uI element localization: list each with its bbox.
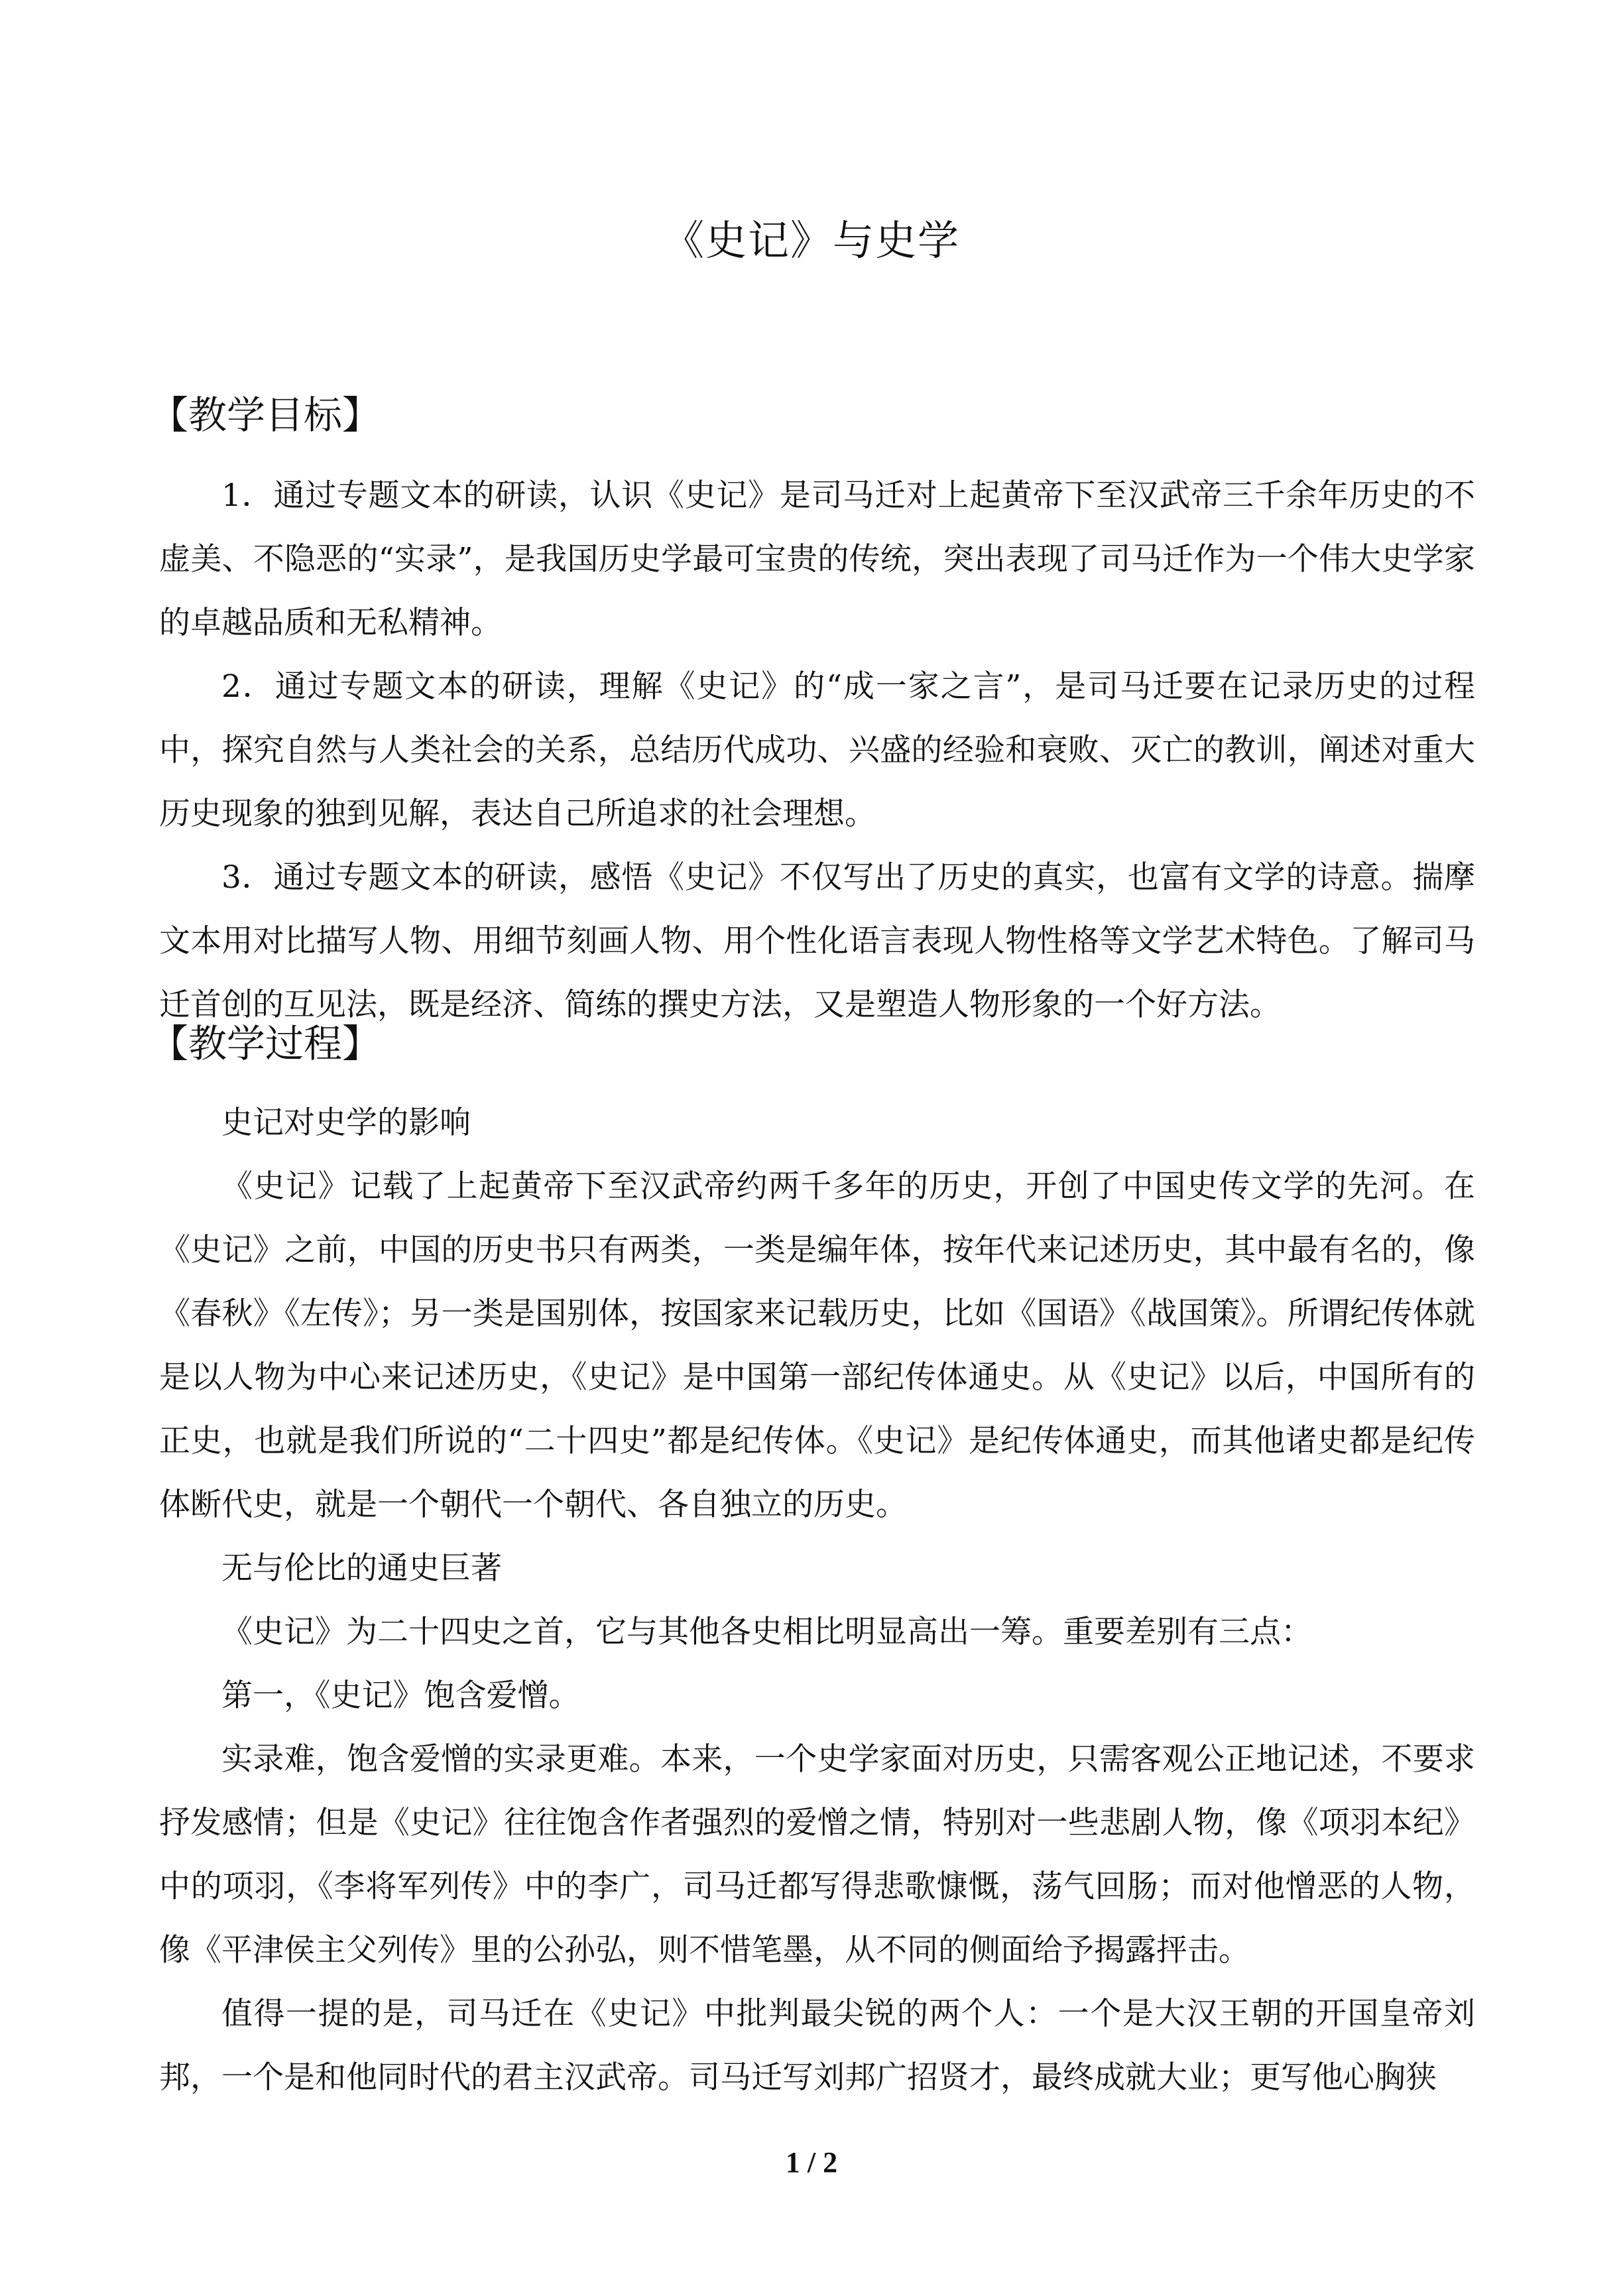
teaching-goals-body xyxy=(159,464,1475,1037)
section-heading-teaching-goals: 【教学目标】 xyxy=(150,393,381,438)
page-title: 《史记》与史学 xyxy=(662,216,960,265)
process-paragraph: 第一，《史记》饱含爱憎。 xyxy=(221,1677,580,1714)
section-heading-teaching-process: 【教学过程】 xyxy=(150,1021,381,1066)
process-paragraph: 《史记》为二十四史之首，它与其他各史相比明显高出一筹。重要差别有三点： xyxy=(221,1614,1312,1650)
goal-paragraph-3: 3．通过专题文本的研读，感悟《史记》不仅写出了历史的真实，也富有文学的诗意。揣摩文本用对比描写人物、用细节刻画人物、用个性化语言表现人物性格等文学艺术特色。了解司马迁首创的互见法，既是经济、简练的撰史方法，又是塑造人物形象的一个好方法。 xyxy=(159,859,1475,1023)
process-paragraph: 实录难，饱含爱憎的实录更难。本来，一个史学家面对历史，只需客观公正地记述，不要求抒发感情；但是《史记》往往饱含作者强烈的爱憎之情，特别对一些悲剧人物，像《项羽本纪》中的项羽，《李将军列传》中的李广，司马迁都写得悲歌慷慨，荡气回肠；而对他憎恶的人物，像《平津侯主父列传》里的公孙弘，则不惜笔墨，从不同的侧面给予揭露抨击。 xyxy=(159,1741,1475,1968)
goal-paragraph-1: 1．通过专题文本的研读，认识《史记》是司马迁对上起黄帝下至汉武帝三千余年历史的不虚美、不隐恶的“实录”，是我国历史学最可宝贵的传统，突出表现了司马迁作为一个伟大史学家的卓越品质和无私精神。 xyxy=(159,477,1475,641)
process-paragraph: 值得一提的是，司马迁在《史记》中批判最尖锐的两个人：一个是大汉王朝的开国皇帝刘邦，一个是和他同时代的君主汉武帝。司马迁写刘邦广招贤才，最终成就大业；更写他心胸狭 xyxy=(159,1996,1475,2096)
subheading-influence: 史记对史学的影响 xyxy=(221,1105,471,1141)
process-paragraph: 《史记》记载了上起黄帝下至汉武帝约两千多年的历史，开创了中国史传文学的先河。在《史记》之前，中国的历史书只有两类，一类是编年体，按年代来记述历史，其中最有名的，像《春秋》《左传》；另一类是国别体，按国家来记载历史，比如《国语》《战国策》。所谓纪传体就是以人物为中心来记述历史，《史记》是中国第一部纪传体通史。从《史记》以后，中国所有的正史，也就是我们所说的“二十四史”都是纪传体。《史记》是纪传体通史，而其他诸史都是纪传体断代史，就是一个朝代一个朝代、各自独立的历史。 xyxy=(159,1168,1475,1523)
page-number: 1 / 2 xyxy=(785,2146,838,2179)
teaching-process-body xyxy=(159,1091,1475,2110)
goal-paragraph-2: 2．通过专题文本的研读，理解《史记》的“成一家之言”，是司马迁要在记录历史的过程中，探究自然与人类社会的关系，总结历代成功、兴盛的经验和衰败、灭亡的教训，阐述对重大历史现象的独到见解，表达自己所追求的社会理想。 xyxy=(159,668,1475,832)
subheading-general-history: 无与伦比的通史巨著 xyxy=(221,1550,502,1587)
